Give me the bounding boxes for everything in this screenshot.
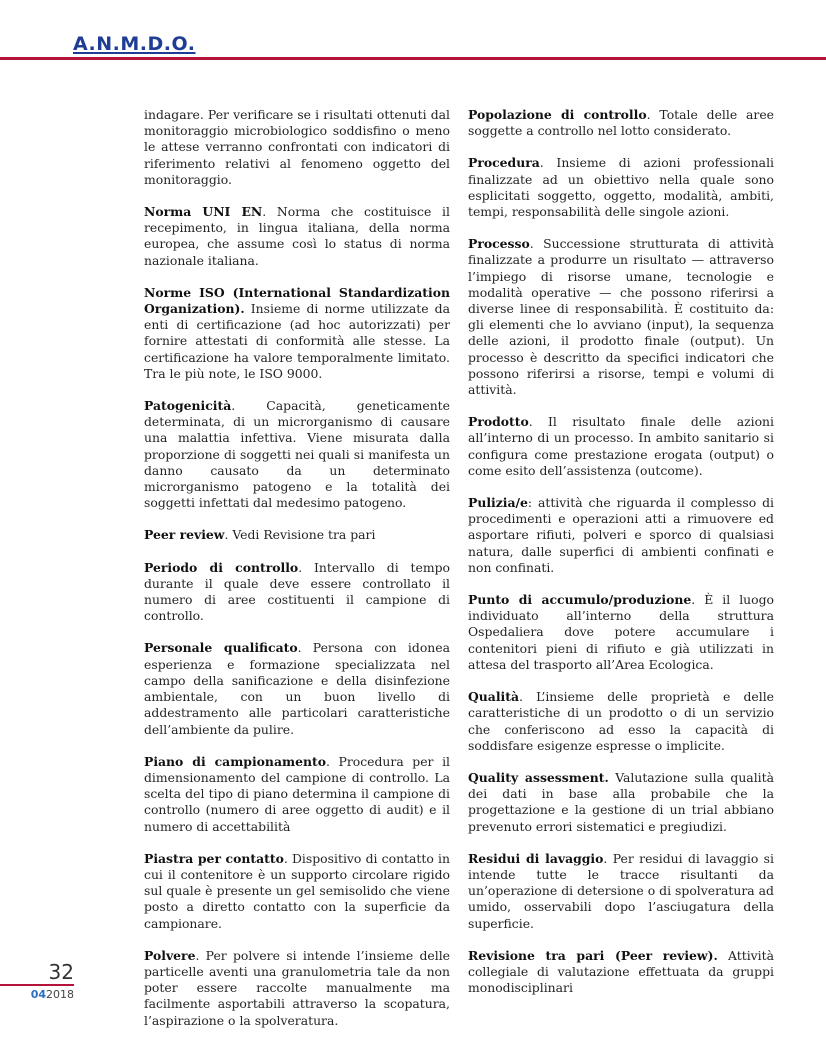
entry-term: Piastra per contatto [144, 850, 284, 866]
entry-definition: . Per polvere si intende l’insieme delle particelle aventi una granulometria tale da non poter essere raccolte manualmente ma facilmente asportabili attraverso la scopatura, l’aspirazione o la spolveratura. [144, 947, 450, 1028]
entry-definition: . Persona con idonea esperienza e formazione specializzata nel campo della sanificazione e della disinfezione ambientale, con un buon livello di addestramento alle particolari caratteristiche dell’ambiente da pulire. [144, 640, 450, 737]
glossary-entry [468, 236, 774, 398]
entry-term: Procedura [468, 155, 540, 171]
entry-term: Norme ISO (International Standardization Organization). [144, 284, 450, 317]
entry-term: Popolazione di controllo [468, 107, 647, 122]
glossary-entry [144, 948, 450, 1029]
entry-term: Residui di lavaggio [468, 850, 604, 866]
glossary-entry [144, 560, 450, 625]
glossary-entry [144, 754, 450, 835]
entry-definition: : attività che riguarda il complesso di procedimenti e operazioni atti a rimuovere ed asportare rifiuti, polveri e sporco di qualsiasi natura, dalle superfici di ambienti confinati e non confinati. [468, 495, 774, 575]
entry-definition: . Il risultato finale delle azioni all’interno di un processo. In ambito sanitario si configura come prestazione erogata (output) o come esito dell’assistenza (outcome). [468, 414, 774, 478]
entry-term: Processo [468, 236, 530, 252]
glossary-entry [468, 414, 774, 479]
glossary-entry [468, 495, 774, 576]
entry-term: Personale qualificato [144, 640, 298, 656]
glossary-entry [144, 285, 450, 382]
entry-definition: . L’insieme delle proprietà e delle caratteristiche di un prodotto o di un servizio che conferiscono ad esso la capacità di soddisfare esigenze espresse o implicite. [468, 689, 774, 753]
entry-definition: . È il luogo individuato all’interno della struttura Ospedaliera dove potere accumulare i contenitori pieni di rifiuto e già utilizzati in attesa del trasporto all’Area Ecologica. [468, 592, 774, 672]
glossary-entry [468, 155, 774, 220]
entry-term: Revisione tra pari (Peer review). [468, 947, 718, 963]
journal-logo: A.N.M.D.O. [73, 33, 196, 55]
glossary-entry [144, 527, 450, 543]
entry-definition: . Norma che costituisce il recepimento, in lingua italiana, della norma europea, che assume così lo status di norma nazionale italiana. [144, 204, 450, 268]
entry-definition: . Capacità, geneticamente determinata, di un microrganismo di causare una malattia infettiva. Viene misurata dalla proporzione di soggetti nei quali si manifesta un danno causato da un determinato microrganismo patogeno e la totalità dei soggetti infettati dal medesimo patogeno. [144, 398, 450, 511]
issue-number: 04 [30, 988, 46, 1001]
entry-term: Pulizia/e [468, 495, 528, 511]
header-rule [0, 57, 826, 60]
entry-term: Prodotto [468, 414, 529, 430]
entry-term: Piano di campionamento [144, 753, 326, 769]
glossary-entry [144, 851, 450, 932]
entry-definition: . Intervallo di tempo durante il quale deve essere controllato il numero di aree costituenti il campione di controllo. [144, 559, 450, 624]
entry-term: Norma UNI EN [144, 204, 263, 220]
entry-term: Patogenicità [144, 398, 232, 414]
glossary-entry [468, 770, 774, 835]
glossary-entry [144, 640, 450, 737]
left-column [144, 107, 450, 1045]
entry-definition: . Vedi Revisione tra pari [224, 527, 376, 543]
glossary-entry [144, 204, 450, 269]
entry-definition: Attività collegiale di valutazione effettuata da gruppi monodisciplinari [468, 947, 775, 996]
entry-term: Quality assessment. [468, 769, 609, 785]
entry-definition: Valutazione sulla qualità dei dati in base alla probabile che la progettazione e la gestione di un trial abbiano prevenuto errori sistematici e pregiudizi. [468, 769, 774, 834]
entry-definition: . Dispositivo di contatto in cui il contenitore è un supporto circolare rigido sul quale è presente un gel semisolido che viene posto a diretto contatto con la superficie da campionare. [144, 850, 450, 931]
glossary-entry [468, 689, 774, 754]
glossary-entry [468, 592, 774, 673]
entry-definition: . Successione strutturata di attività finalizzate a produrre un risultato — attraverso l’impiego di risorse umane, tecnologie e modalità operative — che possono riferirsi a diverse linee di responsabilità. È costituito da: gli elementi che lo avviano (input), la sequenza delle azioni, il prodotto finale (output). Un processo è descritto da specifici indicatori che possono riferirsi a risorse, tempi e volumi di attività. [468, 236, 774, 398]
entry-term: Peer review [144, 527, 225, 543]
entry-definition: . Per residui di lavaggio si intende tutte le tracce risultanti da un’operazione di detersione o di spolveratura ad umido, osservabili dopo l’asciugatura della superficie. [468, 850, 774, 931]
issue-year: 2018 [46, 988, 74, 1001]
entry-definition: Insieme di norme utilizzate da enti di certificazione (ad hoc autorizzati) per fornire attestati di conformità alle stesse. La certificazione ha valore temporalmente limitato. Tra le più note, le ISO 9000. [144, 301, 450, 381]
entry-definition: . Insieme di azioni professionali finalizzate ad un obiettivo nella quale sono esplicitati soggetto, oggetto, modalità, ambiti, tempi, responsabilità delle singole azioni. [468, 155, 774, 220]
entry-definition: . Totale delle aree soggette a controllo nel lotto considerato. [468, 107, 774, 139]
glossary-entry [468, 851, 774, 932]
glossary-entry [468, 107, 774, 139]
glossary-entry [468, 948, 774, 997]
entry-term: Qualità [468, 689, 519, 705]
entry-term: Polvere [144, 947, 196, 963]
footer-rule [0, 984, 74, 986]
glossary-entry [144, 398, 450, 511]
entry-term: Punto di accumulo/produzione [468, 592, 692, 608]
intro-paragraph: indagare. Per verificare se i risultati ottenuti dal monitoraggio microbiologico soddisfino o meno le attese verranno confrontati con indicatori di riferimento relativi al fenomeno oggetto del monitoraggio. [144, 107, 450, 187]
issue-label [30, 988, 74, 1001]
entry-definition: . Procedura per il dimensionamento del campione di controllo. La scelta del tipo di piano determina il campione di controllo (numero di aree oggetto di audit) e il numero di accettabilità [144, 753, 450, 834]
right-column [468, 107, 774, 1012]
entry-term: Periodo di controllo [144, 559, 299, 575]
page-number: 32 [48, 960, 74, 984]
